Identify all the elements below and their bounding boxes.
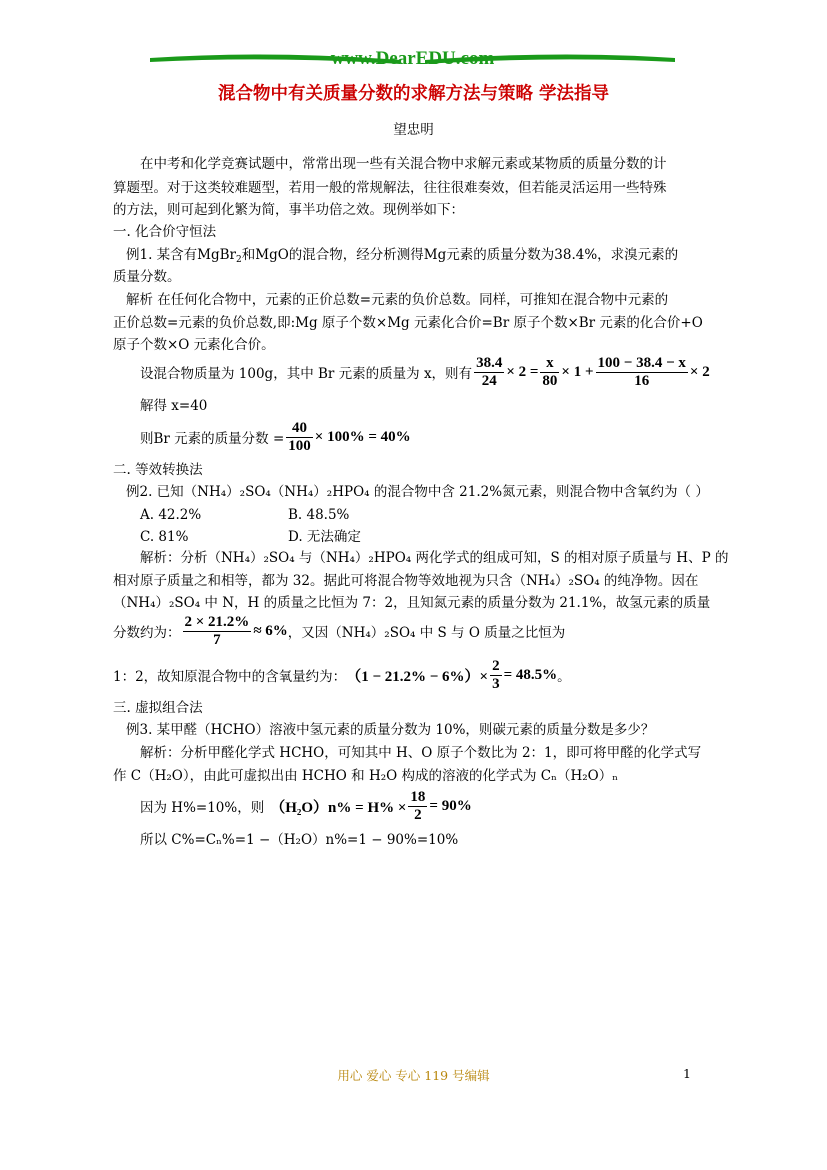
s1-analysis-2: 正价总数=元素的负价总数,即:Mg 原子个数×Mg 元素化合价=Br 原子个数×Br 元素的化合价+O — [113, 315, 703, 331]
s2-analysis-1: 解析：分析（NH₄）₂SO₄ 与（NH₄）₂HPO₄ 两化学式的组成可知，S 的相对原子质量与 H、P 的 — [140, 550, 729, 566]
s2-analysis-5: 1：2，故知原混合物中的含氧量约为： （1 − 21.2% − 6%）× $\frac{2}{3}$ = 48.5% 。 — [113, 657, 571, 692]
intro-line-1: 在中考和化学竞赛试题中，常常出现一些有关混合物中求解元素或某物质的质量分数的计 — [140, 156, 667, 172]
intro-line-3: 的方法，则可起到化繁为简，事半功倍之效。现例举如下： — [113, 202, 464, 218]
option-d: D. 无法确定 — [288, 529, 361, 545]
s2-analysis-3: （NH₄）₂SO₄ 中 N，H 的质量之比恒为 7：2，且知氮元素的质量分数为 21.1%，故氢元素的质量 — [113, 595, 711, 611]
intro-line-2: 算题型。对于这类较难题型，若用一般的常规解法，往往很难奏效，但若能灵活运用一些特殊 — [113, 180, 667, 196]
s3-conclusion: 所以 C%=Cₙ%=1 −（H₂O）n%=1 − 90%=10% — [140, 832, 459, 848]
example-2-question: 例2. 已知（NH₄）₂SO₄（NH₄）₂HPO₄ 的混合物中含 21.2%氮元素，则混合物中含氧约为（ ） — [126, 484, 709, 500]
footer-text: 用心 爱心 专心 119 号编辑 — [337, 1068, 490, 1083]
example-1-line-2: 质量分数。 — [113, 269, 181, 285]
section-heading-1: 一. 化合价守恒法 — [113, 224, 217, 240]
s2-analysis-2: 相对原子质量之和相等，都为 32。据此可将混合物等效地视为只含（NH₄）₂SO₄ 的纯净物。因在 — [113, 573, 699, 589]
page-number: 1 — [683, 1066, 691, 1081]
option-c: C. 81% — [140, 529, 189, 545]
author: 望忠明 — [393, 122, 434, 138]
s1-solve: 解得 x=40 — [140, 398, 208, 414]
s1-analysis-1: 解析 在任何化合物中，元素的正价总数=元素的负价总数。同样，可推知在混合物中元素的 — [126, 292, 669, 308]
section-heading-3: 三. 虚拟组合法 — [113, 700, 203, 716]
option-a: A. 42.2% — [140, 507, 202, 523]
s3-because: 因为 H%=10%，则 （H₂O）n% = H% × $\frac{18}{2}$ = 90% — [140, 788, 472, 823]
option-b: B. 48.5% — [288, 507, 350, 523]
site-name: www.DearEDU.com — [330, 48, 495, 69]
s1-result: 则Br 元素的质量分数 = $\frac{40}{100}$ × 100% = 40% — [140, 419, 411, 454]
s2-analysis-4: 分数约为： $\frac{2 \times 21.2\%}{7}$ ≈ 6% ，又因（NH₄）₂SO₄ 中 S 与 O 质量之比恒为 — [113, 613, 566, 648]
s3-analysis-1: 解析：分析甲醛化学式 HCHO，可知其中 H、O 原子个数比为 2：1，即可将甲醛的化学式写 — [140, 745, 702, 761]
header-banner — [150, 48, 675, 78]
example-3-question: 例3. 某甲醛（HCHO）溶液中氢元素的质量分数为 10%，则碳元素的质量分数是多少？ — [126, 722, 655, 738]
example-1-line: 例1. 某含有MgBr$_2$和MgO的混合物，经分析测得Mg元素的质量分数为38.4%，求溴元素的 — [126, 247, 679, 265]
page-title: 混合物中有关质量分数的求解方法与策略 学法指导 — [217, 84, 610, 104]
section-heading-2: 二. 等效转换法 — [113, 462, 203, 478]
s3-analysis-2: 作 C（H₂O），由此可虚拟出由 HCHO 和 H₂O 构成的溶液的化学式为 Cₙ（H₂O）ₙ — [113, 768, 619, 784]
s1-equation: 设混合物质量为 100g，其中 Br 元素的质量为 x，则有 $\frac{38.4}{24}$ × 2 = $\frac{x}{80}$ × 1 + $\frac{100 - 38.4 - x}{16}$ × 2 — [140, 354, 710, 389]
s1-analysis-3: 原子个数×O 元素化合价。 — [113, 337, 275, 353]
